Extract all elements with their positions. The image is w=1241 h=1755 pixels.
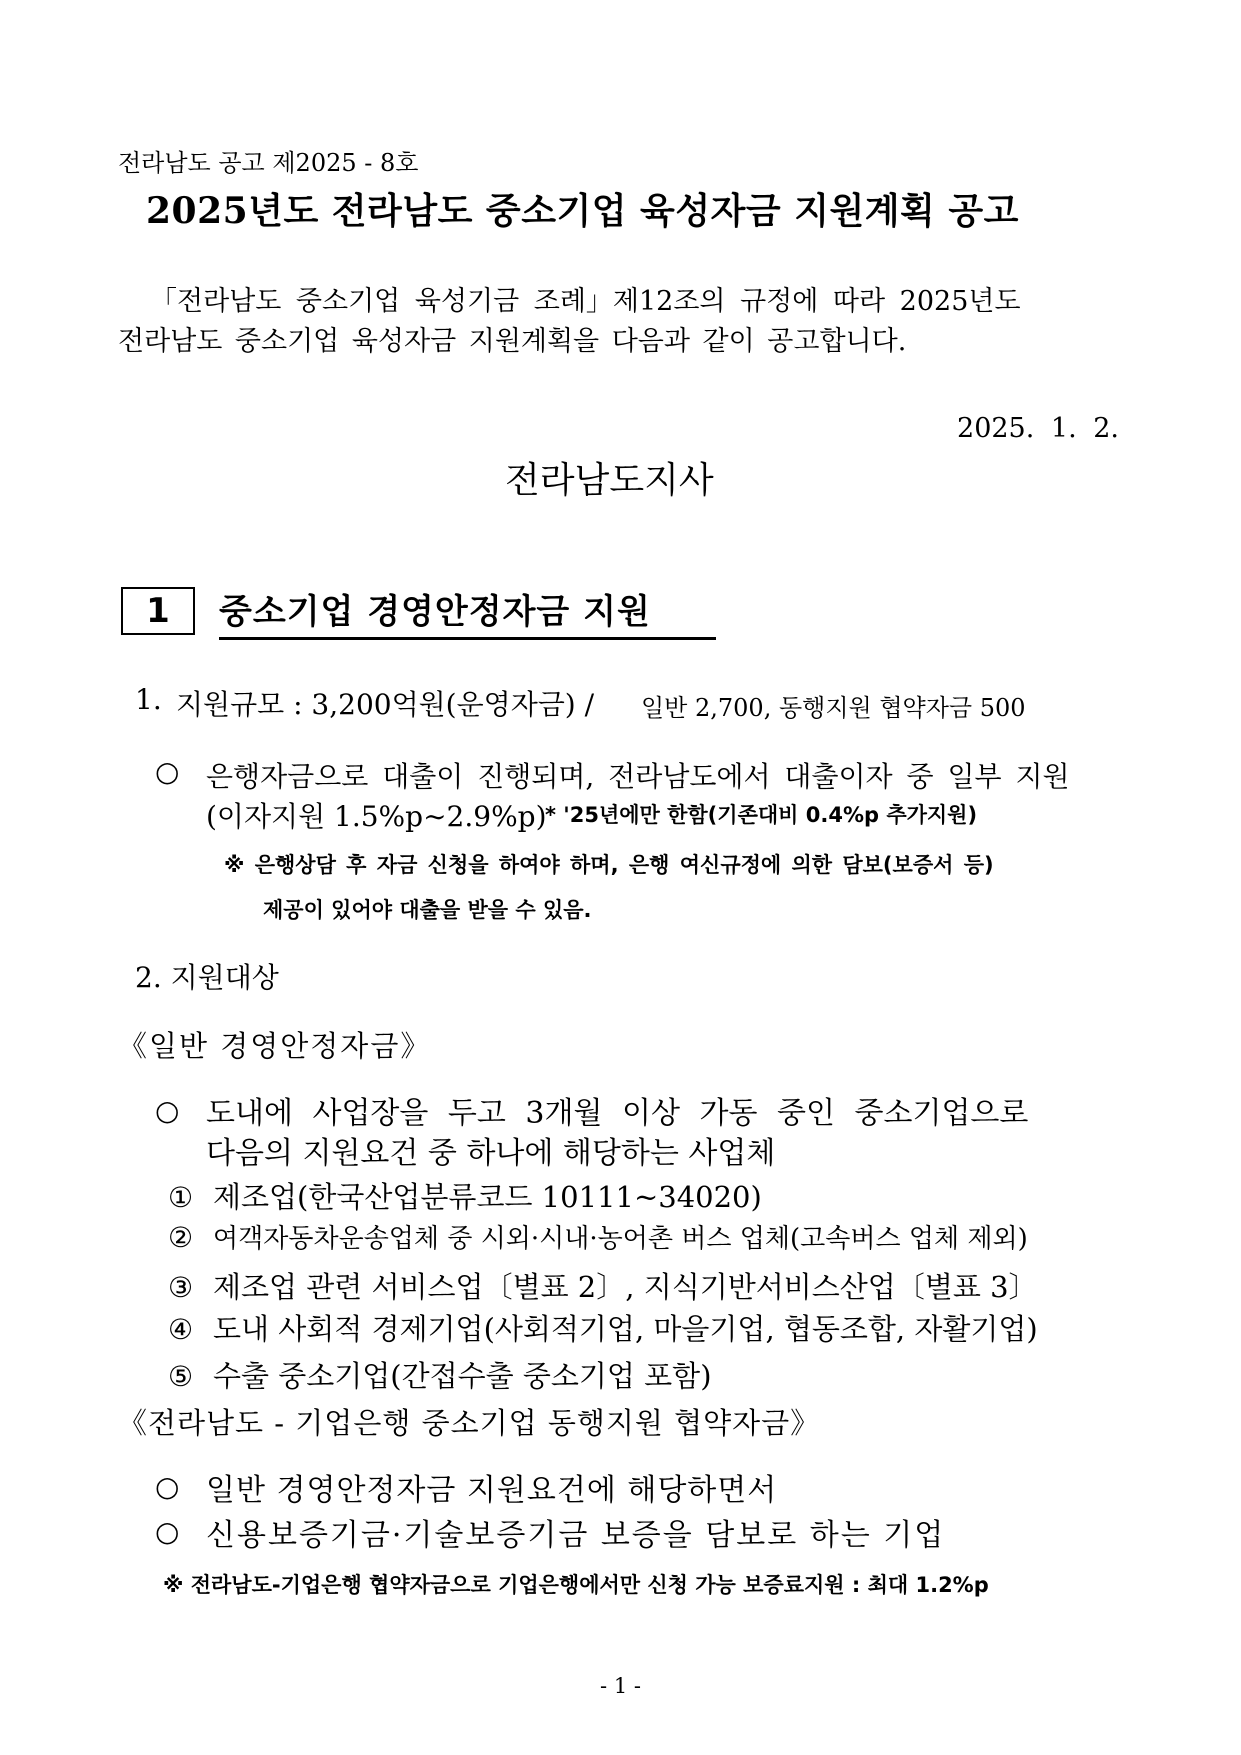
list-item	[168, 1265, 1038, 1306]
list-item	[168, 1307, 1038, 1348]
item-number: ③	[168, 1271, 194, 1304]
circle-bullet-icon: ○	[155, 1094, 180, 1127]
general-requirement-line-2: 다음의 지원요건 중 하나에 해당하는 사업체	[206, 1136, 776, 1171]
general-fund-heading: 《일반 경영안정자금》	[118, 1029, 432, 1063]
intro-line-2: 전라남도 중소기업 육성자금 지원계획을 다음과 같이 공고합니다.	[118, 326, 907, 357]
notice-number: 전라남도 공고 제2025 - 8호	[118, 149, 419, 177]
support-scale-detail: 일반 2,700, 동행지원 협약자금 500	[641, 694, 1026, 722]
item-text: 도내 사회적 경제기업(사회적기업, 마을기업, 협동조합, 자활기업)	[213, 1312, 1038, 1346]
cooperation-note: ※ 전라남도-기업은행 협약자금으로 기업은행에서만 신청 가능 보증료지원 : 최대 1.2%p	[163, 1573, 989, 1597]
item-number: ⑤	[168, 1360, 194, 1393]
item-number: ①	[168, 1181, 194, 1214]
list-item	[168, 1354, 712, 1395]
notice-date: 2025. 1. 2.	[957, 413, 1119, 444]
support-scale-number: 1.	[135, 683, 162, 716]
issuer-name: 전라남도지사	[505, 460, 714, 501]
loan-description-line-1: 은행자금으로 대출이 진행되며, 전라남도에서 대출이자 중 일부 지원	[206, 760, 1070, 793]
item-text: 제조업(한국산업분류코드 10111~34020)	[213, 1180, 762, 1214]
document-title: 2025년도 전라남도 중소기업 육성자금 지원계획 공고	[146, 190, 1019, 232]
cooperation-requirement-1: 일반 경영안정자금 지원요건에 해당하면서	[206, 1473, 778, 1508]
page-number: - 1 -	[600, 1674, 641, 1698]
loan-description-line-2: (이자지원 1.5%p∼2.9%p)	[206, 800, 547, 833]
item-text: 수출 중소기업(간접수출 중소기업 포함)	[213, 1359, 712, 1393]
section-title: 중소기업 경영안정자금 지원	[219, 584, 716, 640]
cooperation-requirement-2: 신용보증기금·기술보증기금 보증을 담보로 하는 기업	[206, 1518, 946, 1553]
cooperation-fund-heading: 《전라남도 - 기업은행 중소기업 동행지원 협약자금》	[118, 1406, 821, 1440]
loan-warning-line-2: 제공이 있어야 대출을 받을 수 있음.	[263, 898, 592, 922]
support-scale-main: 지원규모 : 3,200억원(운영자금) /	[176, 688, 595, 721]
list-item	[168, 1218, 1028, 1255]
circle-bullet-icon: ○	[155, 1515, 180, 1548]
circle-bullet-icon: ○	[155, 1470, 180, 1503]
intro-line-1: 「전라남도 중소기업 육성기금 조례」제12조의 규정에 따라 2025년도	[150, 286, 1021, 317]
list-item	[168, 1175, 762, 1216]
loan-interest-note: * '25년에만 한함(기존대비 0.4%p 추가지원)	[545, 803, 978, 827]
item-text: 여객자동차운송업체 중 시외·시내·농어촌 버스 업체(고속버스 업체 제외)	[213, 1224, 1028, 1254]
item-number: ④	[168, 1313, 194, 1346]
section-number-box: 1	[121, 587, 195, 635]
item-text: 제조업 관련 서비스업〔별표 2〕, 지식기반서비스산업〔별표 3〕	[213, 1270, 1038, 1304]
support-target-heading: 2. 지원대상	[135, 961, 279, 994]
general-requirement-line-1: 도내에 사업장을 두고 3개월 이상 가동 중인 중소기업으로	[206, 1096, 1029, 1131]
item-number: ②	[168, 1221, 194, 1254]
loan-warning-line-1: ※ 은행상담 후 자금 신청을 하여야 하며, 은행 여신규정에 의한 담보(보증서 등)	[224, 853, 994, 877]
circle-bullet-icon: ○	[155, 755, 180, 788]
